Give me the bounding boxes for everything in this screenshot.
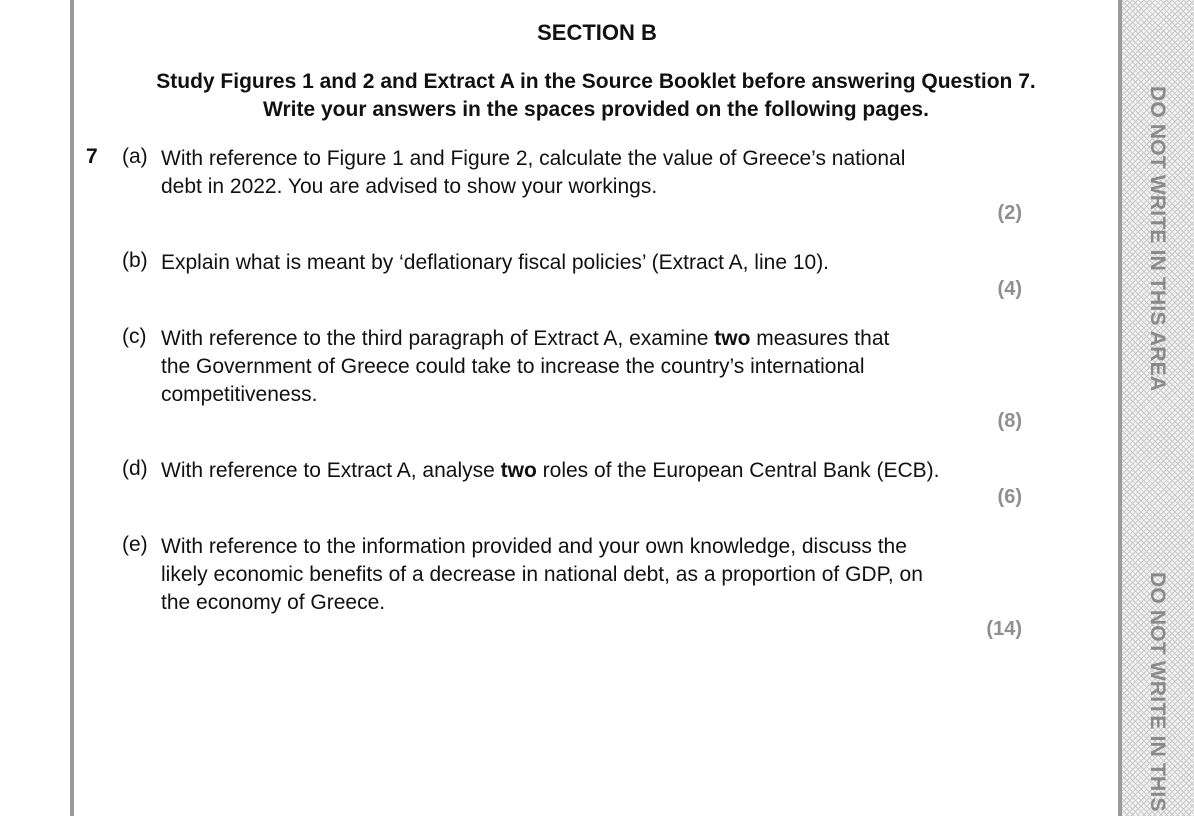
instructions-line-2: Write your answers in the spaces provided on the following pages. [263,98,929,121]
part-c-letter: (c) [122,325,147,348]
part-e-letter: (e) [122,533,148,556]
part-d-marks: (6) [997,486,1022,508]
question-number: 7 [86,145,98,168]
part-a-letter: (a) [122,145,148,168]
instructions-line-1: Study Figures 1 and 2 and Extract A in the Source Booklet before answering Question 7. [156,70,1036,93]
margin-warning-text: DO NOT WRITE IN THIS AREA [1146,86,1169,392]
part-d-letter: (d) [122,457,148,480]
emphasis-two: two [714,327,751,350]
part-c-marks: (8) [997,410,1022,432]
part-a-text: With reference to Figure 1 and Figure 2, calculate the value of Greece’s national debt in 2022. You are advised to show your workings. [161,147,906,198]
part-a-marks: (2) [997,202,1022,224]
part-e-text: With reference to the information provided and your own knowledge, discuss the likely economic benefits of a decrease in national debt, as a proportion of GDP, on the economy of Greece. [161,535,923,614]
part-d-text: With reference to Extract A, analyse two roles of the European Central Bank (ECB). [161,459,940,482]
part-b-marks: (4) [997,278,1022,300]
section-title: SECTION B [537,20,657,45]
part-e-marks: (14) [986,618,1022,640]
part-b-text: Explain what is meant by ‘deflationary fiscal policies’ (Extract A, line 10). [161,251,830,274]
margin-warning-text: DO NOT WRITE IN THIS [1146,572,1169,812]
part-b-letter: (b) [122,249,148,272]
section-instructions [74,68,1118,124]
emphasis-two: two [500,459,537,482]
part-c-text: With reference to the third paragraph of Extract A, examine two measures that the Government of Greece could take to increase the country’s international competitiveness. [161,327,890,406]
